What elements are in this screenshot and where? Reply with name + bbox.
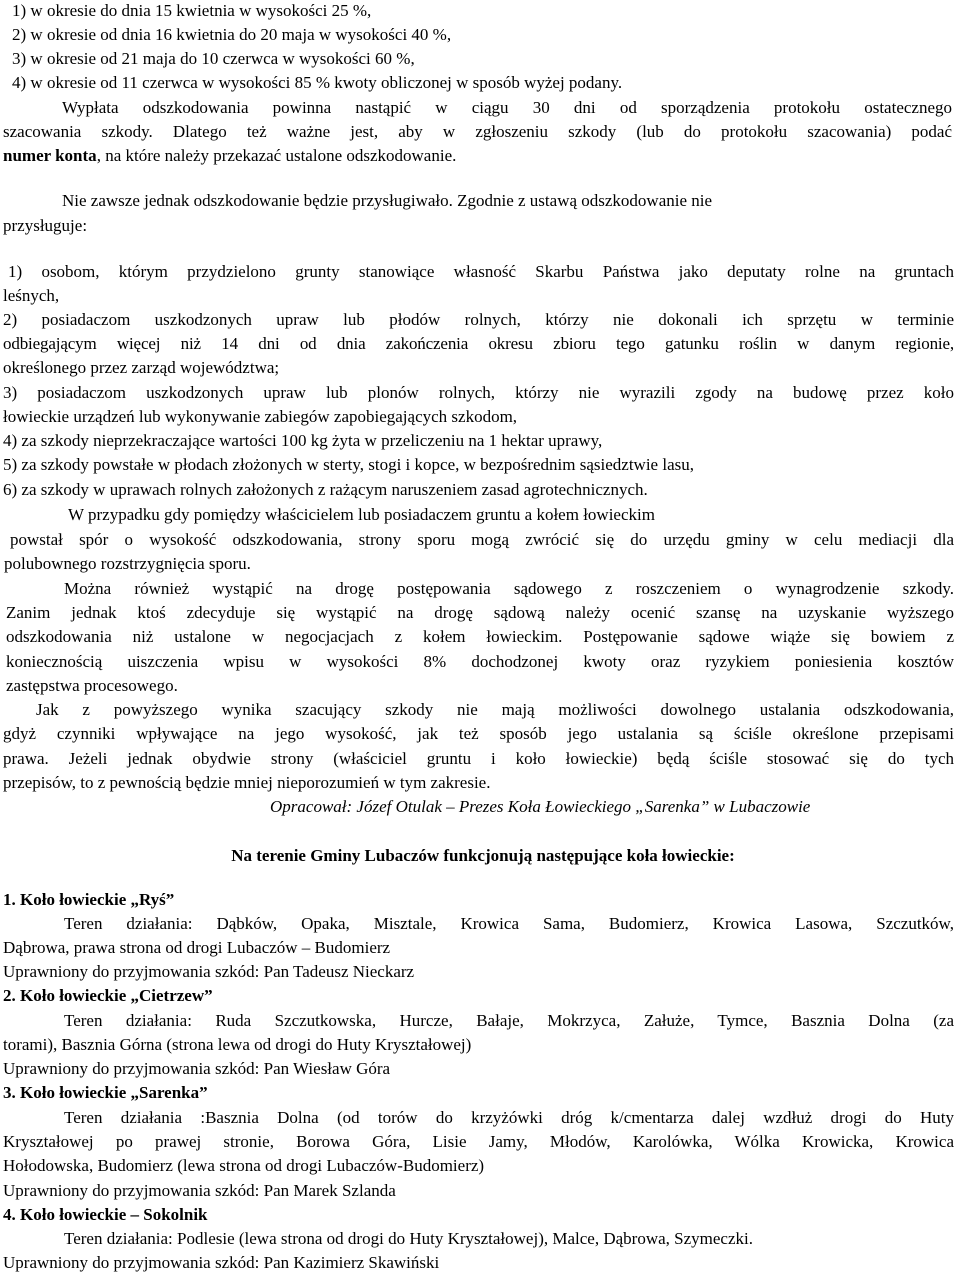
text-line: koniecznością uiszczenia wpisu w wysokości 8% dochodzonej kwoty oraz ryzykiem poniesienia kosztów xyxy=(6,652,954,671)
text-line: W przypadku gdy pomiędzy właścicielem lub posiadaczem gruntu a kołem łowieckim xyxy=(68,505,655,524)
text-line: polubownego rozstrzygnięcia sporu. xyxy=(4,554,251,573)
clubs-heading: Na terenie Gminy Lubaczów funkcjonują następujące koła łowieckie: xyxy=(231,846,735,865)
text-line: Nie zawsze jednak odszkodowanie będzie przysługiwało. Zgodnie z ustawą odszkodowanie nie xyxy=(62,191,713,210)
text-line: zastępstwa procesowego. xyxy=(6,676,178,695)
club-authorized-person: Uprawniony do przyjmowania szkód: Pan Tadeusz Nieckarz xyxy=(3,962,415,981)
list-item: 4) w okresie od 11 czerwca w wysokości 85 % kwoty obliczonej w sposób wyżej podany. xyxy=(12,73,623,92)
list-item: 2) posiadaczom uszkodzonych upraw lub płodów rolnych, którzy nie dokonali ich sprzętu w terminie xyxy=(3,310,954,329)
club-area: Teren działania: Dąbków, Opaka, Misztale, Krowica Sama, Budomierz, Krowica Lasowa, Szczutków, xyxy=(64,914,954,933)
club-title: 4. Koło łowieckie – Sokolnik xyxy=(3,1205,208,1224)
club-area: Teren działania: Podlesie (lewa strona od drogi do Huty Kryształowej), Malce, Dąbrowa, Szymeczki. xyxy=(64,1229,753,1248)
club-authorized-person: Uprawniony do przyjmowania szkód: Pan Marek Szlanda xyxy=(3,1181,396,1200)
list-item: 5) za szkody powstałe w płodach złożonych w sterty, stogi i kopce, w bezpośrednim sąsiedztwie lasu, xyxy=(3,455,694,474)
account-number-emphasis: numer konta xyxy=(3,146,97,165)
list-item: określonego przez zarząd województwa; xyxy=(3,358,280,377)
club-title: 2. Koło łowieckie „Cietrzew” xyxy=(3,986,213,1005)
author-signature: Opracował: Józef Otulak – Prezes Koła Łowieckiego „Sarenka” w Lubaczowie xyxy=(270,797,811,816)
text-line: Wypłata odszkodowania powinna nastąpić w ciągu 30 dni od sporządzenia protokołu ostatecznego xyxy=(62,98,952,117)
text-line: powstał spór o wysokość odszkodowania, strony sporu mogą zwrócić się do urzędu gminy w celu mediacji dla xyxy=(10,530,954,549)
text-line: Zanim jednak ktoś zdecyduje się wystąpić na drogę sądową należy ocenić szansę na uzyskanie wyższego xyxy=(6,603,954,622)
text-line: gdyż czynniki wpływające na jego wysokość, jak też sposób jego ustalania są ściśle określone przepisami xyxy=(3,724,954,743)
club-authorized-person: Uprawniony do przyjmowania szkód: Pan Wiesław Góra xyxy=(3,1059,391,1078)
text-line: prawa. Jeżeli jednak obydwie strony (właściciel gruntu i koło łowieckie) będą ściśle stosować się do tych xyxy=(3,749,954,768)
club-area: Kryształowej po prawej stronie, Borowa Góra, Lisie Jamy, Młodów, Karolówka, Wólka Krowicka, Krowica xyxy=(3,1132,954,1151)
list-item: 2) w okresie od dnia 16 kwietnia do 20 maja w wysokości 40 %, xyxy=(12,25,452,44)
text-line: numer konta, na które należy przekazać ustalone odszkodowanie. xyxy=(3,146,457,165)
list-item: łowieckie urządzeń lub wykonywanie zabiegów zapobiegających szkodom, xyxy=(3,407,518,426)
club-authorized-person: Uprawniony do przyjmowania szkód: Pan Kazimierz Skawiński xyxy=(3,1253,440,1272)
list-item: 4) za szkody nieprzekraczające wartości 100 kg żyta w przeliczeniu na 1 hektar uprawy, xyxy=(3,431,603,450)
text-line: Można również wystąpić na drogę postępowania sądowego z roszczeniem o wynagrodzenie szkody. xyxy=(64,579,954,598)
club-area: Dąbrowa, prawa strona od drogi Lubaczów – Budomierz xyxy=(3,938,391,957)
list-item: leśnych, xyxy=(3,286,60,305)
list-item: 6) za szkody w uprawach rolnych założonych z rażącym naruszeniem zasad agrotechnicznych. xyxy=(3,480,648,499)
club-area: Teren działania :Basznia Dolna (od torów do krzyżówki dróg k/cmentarza dalej wzdłuż drogi do Huty xyxy=(64,1108,954,1127)
text-line: przysługuje: xyxy=(3,216,88,235)
text-line: przepisów, to z pewnością będzie mniej nieporozumień w tym zakresie. xyxy=(3,773,491,792)
list-item: 1) w okresie do dnia 15 kwietnia w wysokości 25 %, xyxy=(12,1,372,20)
club-area: Hołodowska, Budomierz (lewa strona od drogi Lubaczów-Budomierz) xyxy=(3,1156,485,1175)
list-item: 3) posiadaczom uszkodzonych upraw lub plonów rolnych, którzy nie wyrazili zgody na budowę przez koło xyxy=(3,383,954,402)
club-title: 3. Koło łowieckie „Sarenka” xyxy=(3,1083,208,1102)
club-area: torami), Basznia Górna (strona lewa od drogi do Huty Kryształowej) xyxy=(3,1035,472,1054)
text-line: szacowania szkody. Dlatego też ważne jest, aby w zgłoszeniu szkody (lub do protokołu szacowania) podać xyxy=(3,122,952,141)
club-area: Teren działania: Ruda Szczutkowska, Hurcze, Bałaje, Mokrzyca, Załuże, Tymce, Basznia Dolna (za xyxy=(64,1011,954,1030)
text-line: Jak z powyższego wynika szacujący szkody nie mają możliwości dowolnego ustalania odszkodowania, xyxy=(36,700,954,719)
list-item: odbiegającym więcej niż 14 dni od dnia zakończenia okresu zbioru tego gatunku roślin w danym regionie, xyxy=(3,334,954,353)
list-item: 1) osobom, którym przydzielono grunty stanowiące własność Skarbu Państwa jako deputaty rolne na gruntach xyxy=(8,262,954,281)
list-item: 3) w okresie od 21 maja do 10 czerwca w wysokości 60 %, xyxy=(12,49,415,68)
text-line: odszkodowania niż ustalone w negocjacjach z kołem łowieckim. Postępowanie sądowe wiąże się bowiem z xyxy=(6,627,954,646)
club-title: 1. Koło łowieckie „Ryś” xyxy=(3,890,175,909)
